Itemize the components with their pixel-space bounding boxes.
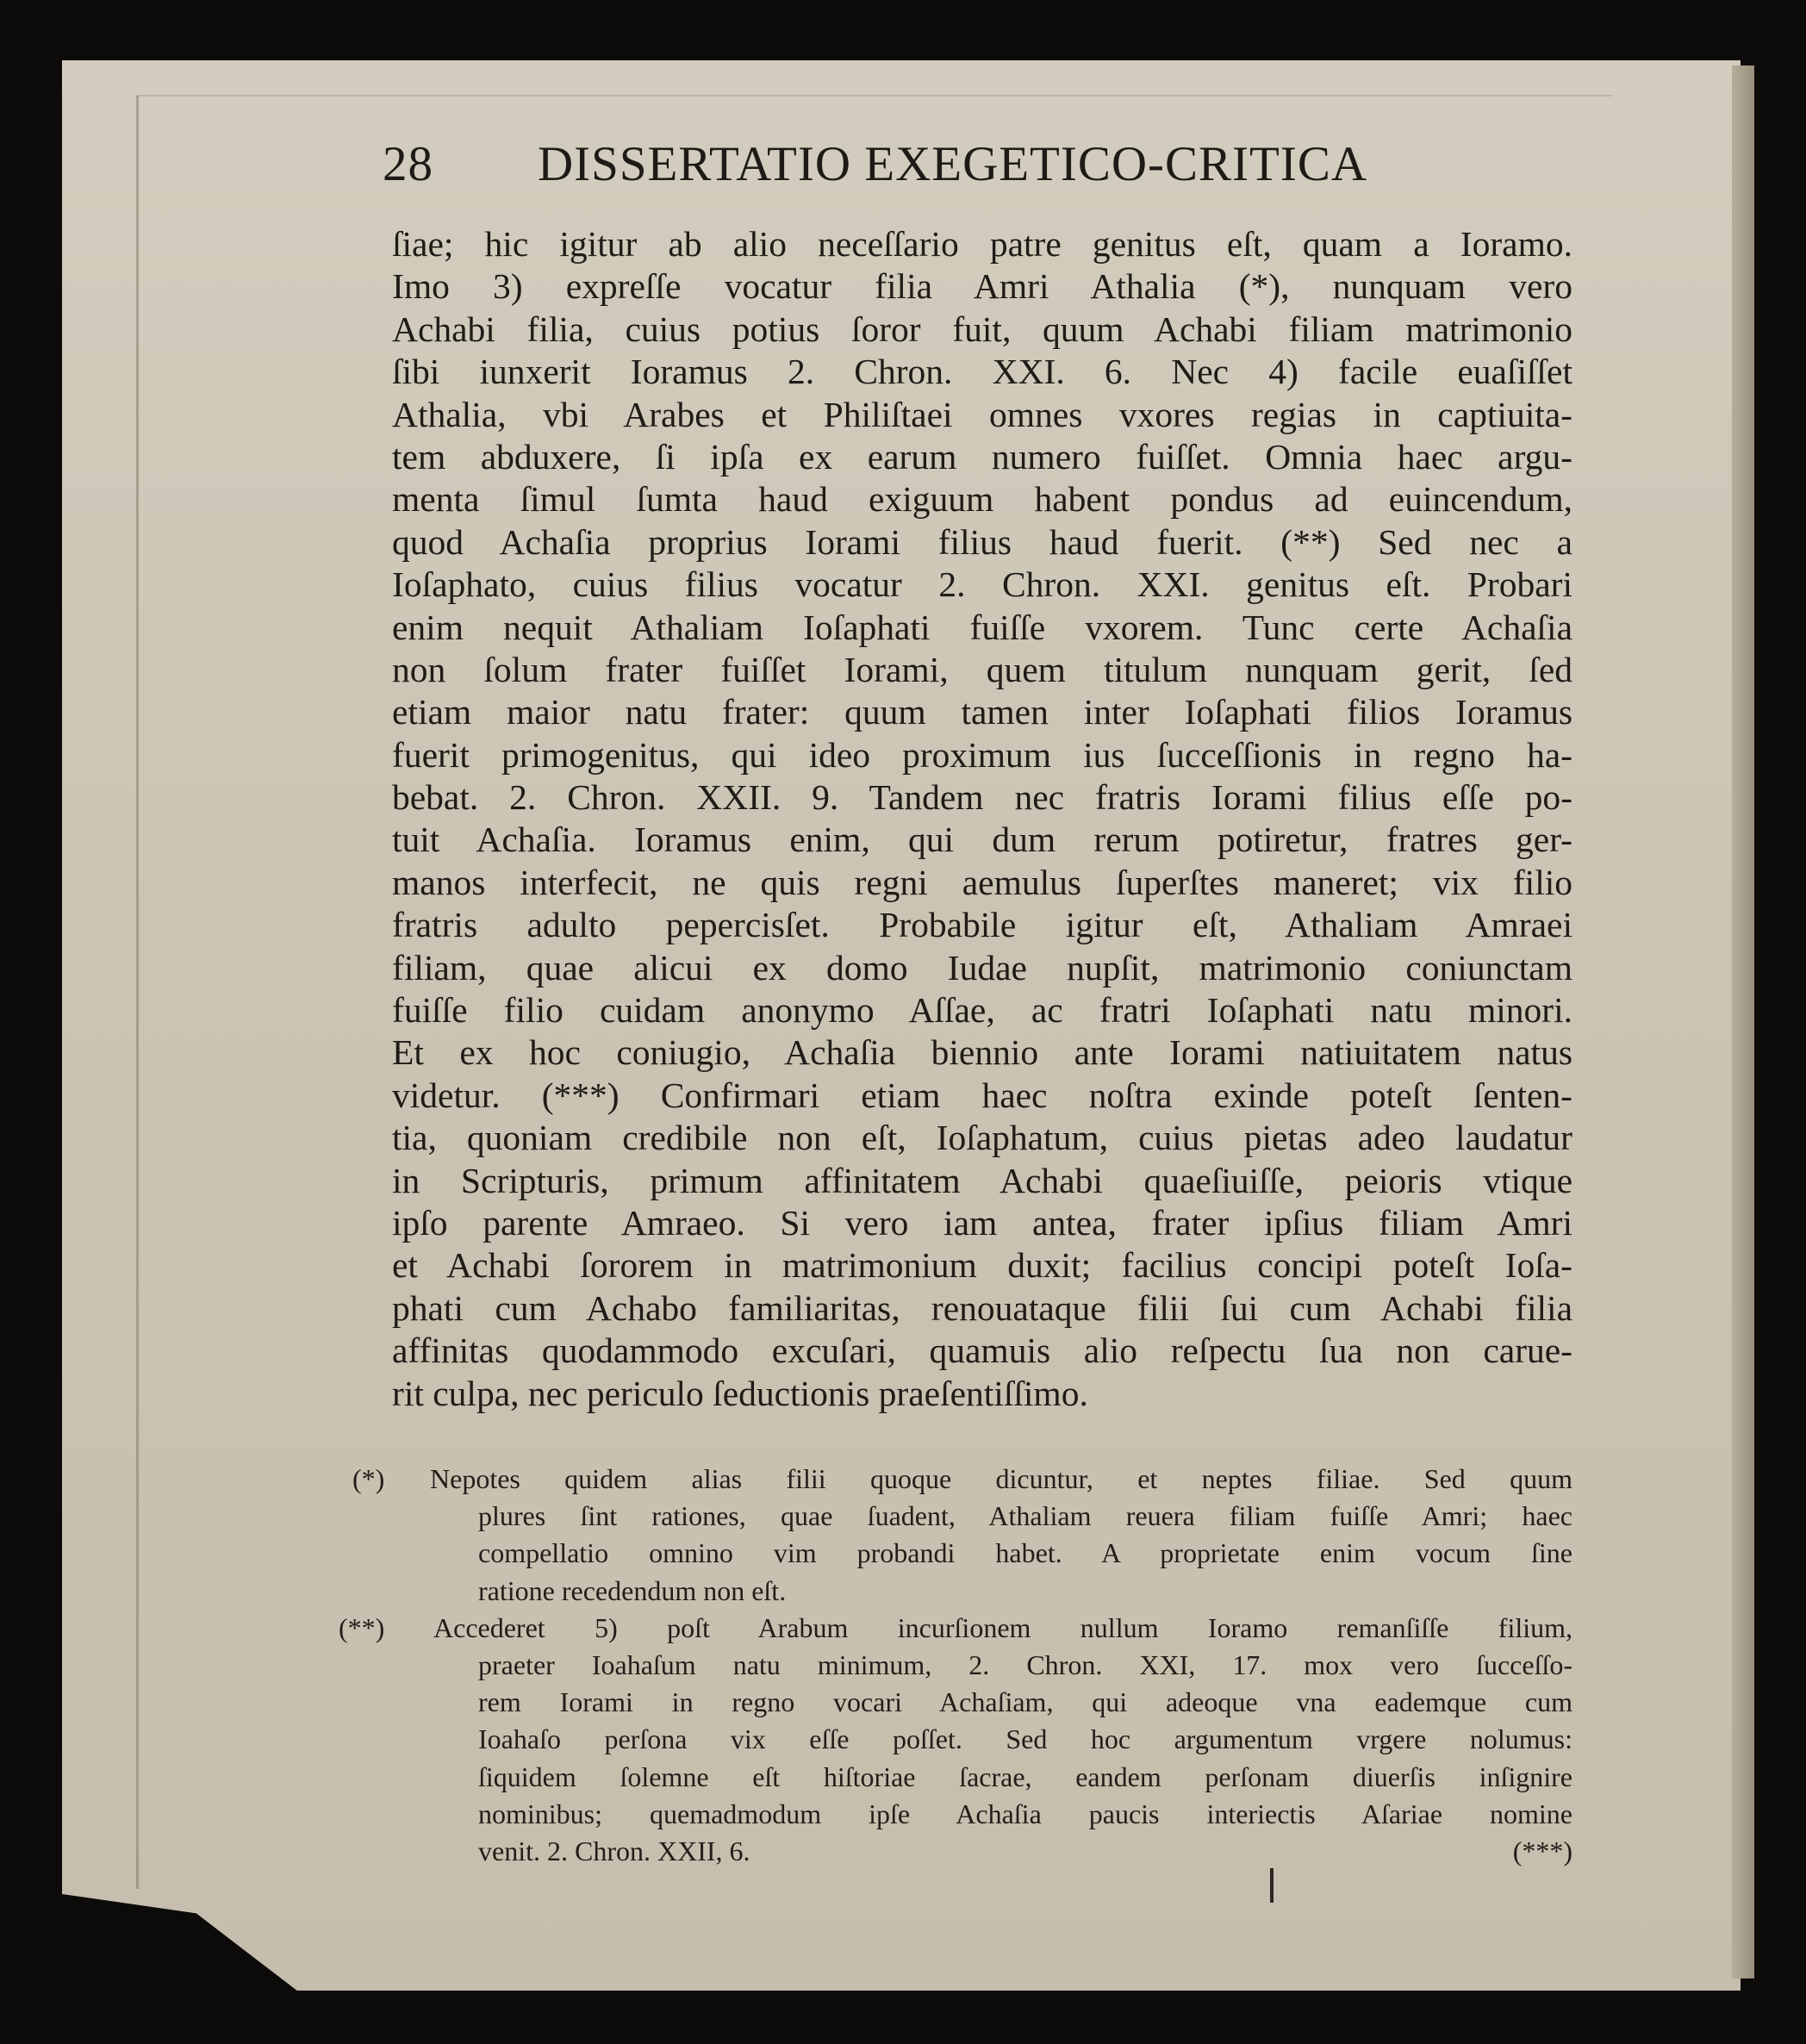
- page-edge: [1732, 65, 1754, 1979]
- footnote-line: ratione recedendum non eſt.: [478, 1574, 787, 1606]
- footnote-line: venit. 2. Chron. XXII, 6.: [478, 1835, 750, 1866]
- footnote-line: Nepotes quidem alias filii quoque dicuntur, et neptes filiae. Sed quum: [430, 1463, 1572, 1494]
- text-line: ipſo parente Amraeo. Si vero iam antea, frater ipſius filiam Amri: [392, 1202, 1572, 1243]
- text-line: Imo 3) expreſſe vocatur filia Amri Athalia (*), nunquam vero: [392, 266, 1572, 307]
- text-line: tia, quoniam credibile non eſt, Ioſaphatum, cuius pietas adeo laudatur: [392, 1118, 1572, 1158]
- footnotes: [339, 1461, 1572, 1870]
- text-line: tuit Achaſia. Ioramus enim, qui dum rerum potiretur, fratres ger-: [392, 819, 1572, 860]
- footnote-1: [352, 1461, 1572, 1610]
- footnote-2: [339, 1610, 1572, 1870]
- text-line: Athalia, vbi Arabes et Philiſtaei omnes vxores regias in captiuita-: [392, 394, 1572, 434]
- text-line: fuerit primogenitus, qui ideo proximum ius ſucceſſionis in regno ha-: [392, 734, 1572, 775]
- text-line: filiam, quae alicui ex domo Iudae nupſit, matrimonio coniunctam: [392, 947, 1572, 988]
- text-line: tem abduxere, ſi ipſa ex earum numero fuiſſet. Omnia haec argu-: [392, 436, 1572, 477]
- text-line: quod Achaſia proprius Iorami filius haud fuerit. (**) Sed nec a: [392, 521, 1572, 562]
- footnote-line: praeter Ioahaſum natu minimum, 2. Chron. XXI, 17. mox vero ſucceſſo-: [478, 1648, 1572, 1680]
- text-line: ſiae; hic igitur ab alio neceſſario patre genitus eſt, quam a Ioramo.: [392, 224, 1572, 264]
- text-line: manos interfecit, ne quis regni aemulus ſuperſtes maneret; vix filio: [392, 862, 1572, 902]
- text-line: fratris adulto pepercisſet. Probabile igitur eſt, Athaliam Amraei: [392, 905, 1572, 945]
- text-line: etiam maior natu frater: quum tamen inter Ioſaphati filios Ioramus: [392, 692, 1572, 732]
- footnote-line: Accederet 5) poſt Arabum incurſionem nullum Ioramo remanſiſſe filium,: [433, 1611, 1572, 1643]
- text-line: in Scripturis, primum affinitatem Achabi quaeſiuiſſe, peioris vtique: [392, 1160, 1572, 1200]
- ink-mark: [1270, 1868, 1274, 1903]
- text-line: ſibi iunxerit Ioramus 2. Chron. XXI. 6. Nec 4) facile euaſiſſet: [392, 352, 1572, 392]
- footnote-line: Ioahaſo perſona vix eſſe poſſet. Sed hoc argumentum vrgere nolumus:: [478, 1723, 1572, 1755]
- footnote-marker: (*): [352, 1463, 385, 1494]
- text-line: rit culpa, nec periculo ſeductionis praeſentiſſimo.: [392, 1373, 1088, 1413]
- text-line: et Achabi ſororem in matrimonium duxit; facilius concipi poteſt Ioſa-: [392, 1245, 1572, 1286]
- text-line: affinitas quodammodo excuſari, quamuis alio reſpectu ſua non carue-: [392, 1330, 1572, 1371]
- text-line: videtur. (***) Confirmari etiam haec noſtra exinde poteſt ſenten-: [392, 1075, 1572, 1115]
- text-line: non ſolum frater fuiſſet Iorami, quem titulum nunquam gerit, ſed: [392, 649, 1572, 689]
- text-line: fuiſſe filio cuidam anonymo Aſſae, ac fratri Ioſaphati natu minori.: [392, 990, 1572, 1031]
- main-text: [392, 223, 1572, 1415]
- text-line: Achabi filia, cuius potius ſoror fuit, quum Achabi filiam matrimonio: [392, 308, 1572, 349]
- text-line: bebat. 2. Chron. XXII. 9. Tandem nec fratris Iorami filius eſſe po-: [392, 777, 1572, 818]
- text-line: menta ſimul ſumta haud exiguum habent pondus ad euincendum,: [392, 479, 1572, 520]
- text-line: phati cum Achabo familiaritas, renouataque filii ſui cum Achabi filia: [392, 1287, 1572, 1328]
- text-line: enim nequit Athaliam Ioſaphati fuiſſe vxorem. Tunc certe Achaſia: [392, 607, 1572, 647]
- footnote-marker: (**): [339, 1611, 385, 1643]
- text-line: Et ex hoc coniugio, Achaſia biennio ante Iorami natiuitatem natus: [392, 1032, 1572, 1073]
- footnote-line: ſiquidem ſolemne eſt hiſtoriae ſacrae, eandem perſonam diuerſis inſignire: [478, 1760, 1572, 1792]
- catchword: (***): [1512, 1835, 1572, 1866]
- footnote-line: plures ſint rationes, quae ſuadent, Athaliam reuera filiam fuiſſe Amri; haec: [478, 1500, 1572, 1532]
- footnote-line: nominibus; quemadmodum ipſe Achaſia paucis interiectis Aſariae nomine: [478, 1798, 1572, 1829]
- running-head: DISSERTATIO EXEGETICO-CRITICA: [538, 137, 1368, 191]
- page-number: 28: [383, 137, 433, 191]
- footnote-line: rem Iorami in regno vocari Achaſiam, qui adeoque vna eademque cum: [478, 1686, 1572, 1718]
- page-header: [383, 136, 1417, 196]
- text-line: Ioſaphato, cuius filius vocatur 2. Chron. XXI. genitus eſt. Probari: [392, 564, 1572, 605]
- footnote-line: compellatio omnino vim probandi habet. A proprietate enim vocum ſine: [478, 1537, 1572, 1569]
